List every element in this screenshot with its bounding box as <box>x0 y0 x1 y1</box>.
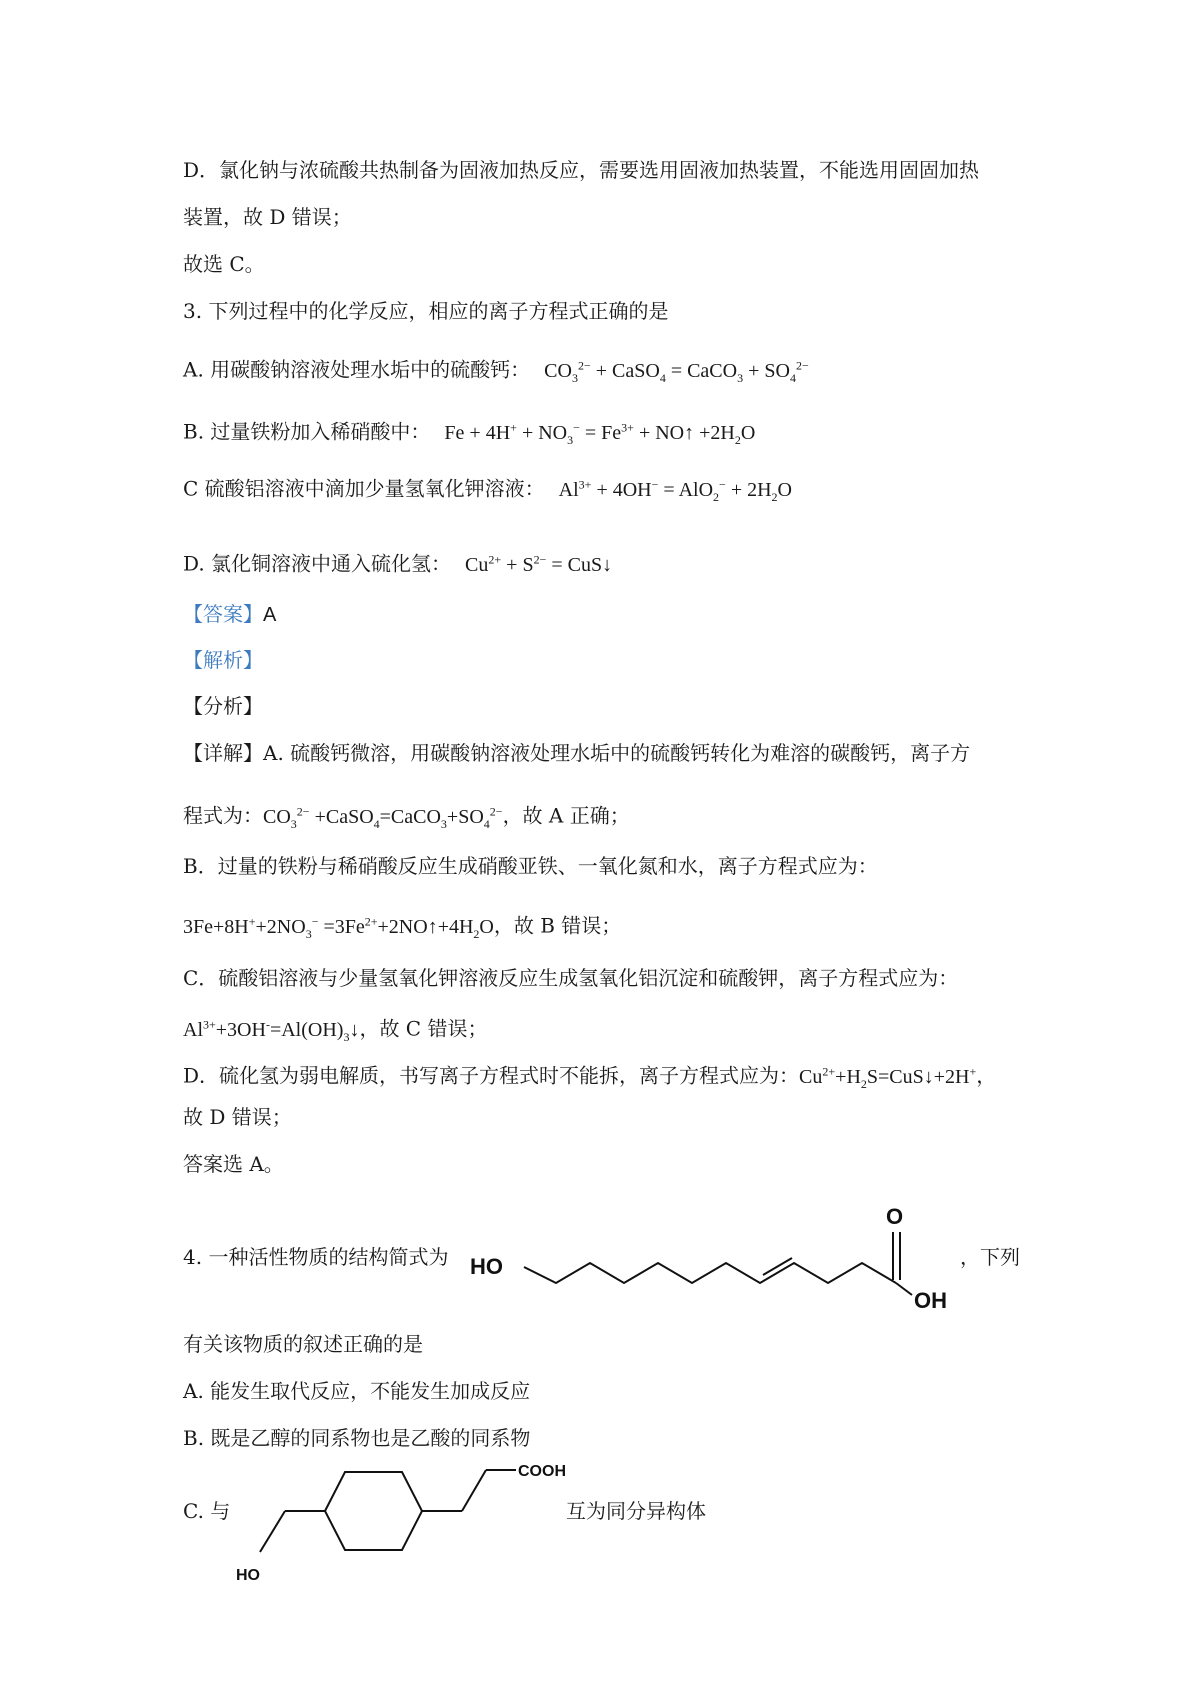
detail-c-line2 <box>183 1010 487 1051</box>
struct2-ring <box>325 1472 422 1550</box>
q3-option-d-label: D. 氯化铜溶液中通入硫化氢： <box>183 551 452 576</box>
struct1-o-label: O <box>886 1204 904 1229</box>
detail-d-prefix: D．硫化氢为弱电解质，书写离子方程式时不能拆，离子方程式应为： <box>183 1063 800 1088</box>
struct1-carbon-chain <box>524 1263 896 1283</box>
detail-d-equation: $Cu^{2+}+H_2S=CuS↓+2H^+$ <box>799 1064 977 1091</box>
q3-option-d-equation: $Cu^{2+} + S^{2-}$ = CuS↓ <box>465 552 613 576</box>
q4-option-a: A. 能发生取代反应，不能发生加成反应 <box>183 1379 531 1403</box>
answer-value: A <box>263 604 277 626</box>
struct2-cooh-label: COOH <box>518 1463 566 1480</box>
detail-b-equation: $3Fe+8H^++2NO_3^-$ $=3Fe^{2+}+2NO↑+4H_2O$ <box>183 914 494 941</box>
detail-b-suffix: ，故 B 错误； <box>493 913 622 938</box>
q3-option-b-equation: $Fe + 4H^+ + NO_3^- = Fe^{3+}$ + NO↑ $+2H_2O$ <box>444 420 756 447</box>
q3-option-c-equation: $Al^{3+} + 4OH^- = AlO_2^- + 2H_2O$ <box>558 477 792 504</box>
para-d-option: D．氯化钠与浓硫酸共热制备为固液加热反应，需要选用固液加热装置，不能选用固固加热 <box>183 158 980 182</box>
structure-hydroxy-decenoic-acid <box>464 1200 984 1320</box>
q4-option-c-prefix: C. 与 <box>183 1499 231 1523</box>
para-d-option-cont: 装置，故 D 错误； <box>183 205 352 229</box>
detail-a-prefix: 程式为： <box>183 803 263 828</box>
detail-d-line2: 故 D 错误； <box>183 1105 292 1129</box>
detail-a-line1: 【详解】A. 硫酸钙微溶，用碳酸钠溶液处理水垢中的硫酸钙转化为难溶的碳酸钙，离子方 <box>183 741 971 765</box>
answer-tag: 【答案】 <box>183 602 263 626</box>
detail-a-equation: $CO_3^{2-}$ $+CaSO_4=CaCO_3+SO_4^{2-}$ <box>263 804 503 831</box>
struct2-ho-label: HO <box>236 1567 260 1584</box>
para-choose-c: 故选 C。 <box>183 252 265 276</box>
detail-c-suffix: ，故 C 错误； <box>359 1016 488 1041</box>
detail-a-line2 <box>183 797 630 838</box>
q3-stem: 3. 下列过程中的化学反应，相应的离子方程式正确的是 <box>183 299 669 323</box>
detail-c-line1: C．硫酸铝溶液与少量氢氧化钾溶液反应生成氢氧化铝沉淀和硫酸钾，离子方程式应为： <box>183 966 959 990</box>
q4-stem-suffix: ，下列 <box>960 1245 1020 1269</box>
q3-option-d <box>183 545 612 579</box>
q4-stem-line2: 有关该物质的叙述正确的是 <box>183 1332 423 1356</box>
struct1-oh-bond <box>896 1283 912 1295</box>
detail-d-line1 <box>183 1057 996 1098</box>
q3-option-c-label: C 硫酸铝溶液中滴加少量氢氧化钾溶液： <box>183 476 545 501</box>
fenxi-tag: 【分析】 <box>183 694 263 718</box>
struct1-ho-label: HO <box>470 1254 503 1279</box>
q3-option-b-label: B. 过量铁粉加入稀硝酸中： <box>183 419 431 444</box>
struct2-chain-bond-2 <box>462 1470 486 1511</box>
q4-option-c-suffix: 互为同分异构体 <box>566 1499 706 1523</box>
jiexi-tag: 【解析】 <box>183 648 263 672</box>
q3-option-a-equation: $CO_3^{2-}$ + CaSO$_4$ = CaCO$_3$ + $SO_4^{2-}$ <box>544 358 809 385</box>
struct1-oh-label: OH <box>914 1288 947 1313</box>
detail-a-suffix: ，故 A 正确； <box>502 803 630 828</box>
q3-option-c <box>183 470 792 511</box>
answer-line <box>183 600 276 629</box>
q3-option-a-label: A. 用碳酸钠溶液处理水垢中的硫酸钙： <box>183 357 531 382</box>
detail-c-equation: $Al^{3+}+3OH^-=Al(OH)_3↓$ <box>183 1017 360 1044</box>
detail-b-line2 <box>183 907 621 948</box>
q4-option-b: B. 既是乙醇的同系物也是乙酸的同系物 <box>183 1426 531 1450</box>
q3-option-b <box>183 413 755 454</box>
detail-conclusion: 答案选 A。 <box>183 1152 284 1176</box>
structure-cyclohexane-isomer <box>230 1454 570 1589</box>
detail-d-suffix: ， <box>976 1063 997 1088</box>
q4-stem-prefix: 4. 一种活性物质的结构简式为 <box>183 1245 449 1269</box>
struct2-ch2oh-bond <box>260 1511 285 1552</box>
q3-option-a <box>183 351 809 392</box>
detail-b-line1: B．过量的铁粉与稀硝酸反应生成硝酸亚铁、一氧化氮和水，离子方程式应为： <box>183 854 878 878</box>
